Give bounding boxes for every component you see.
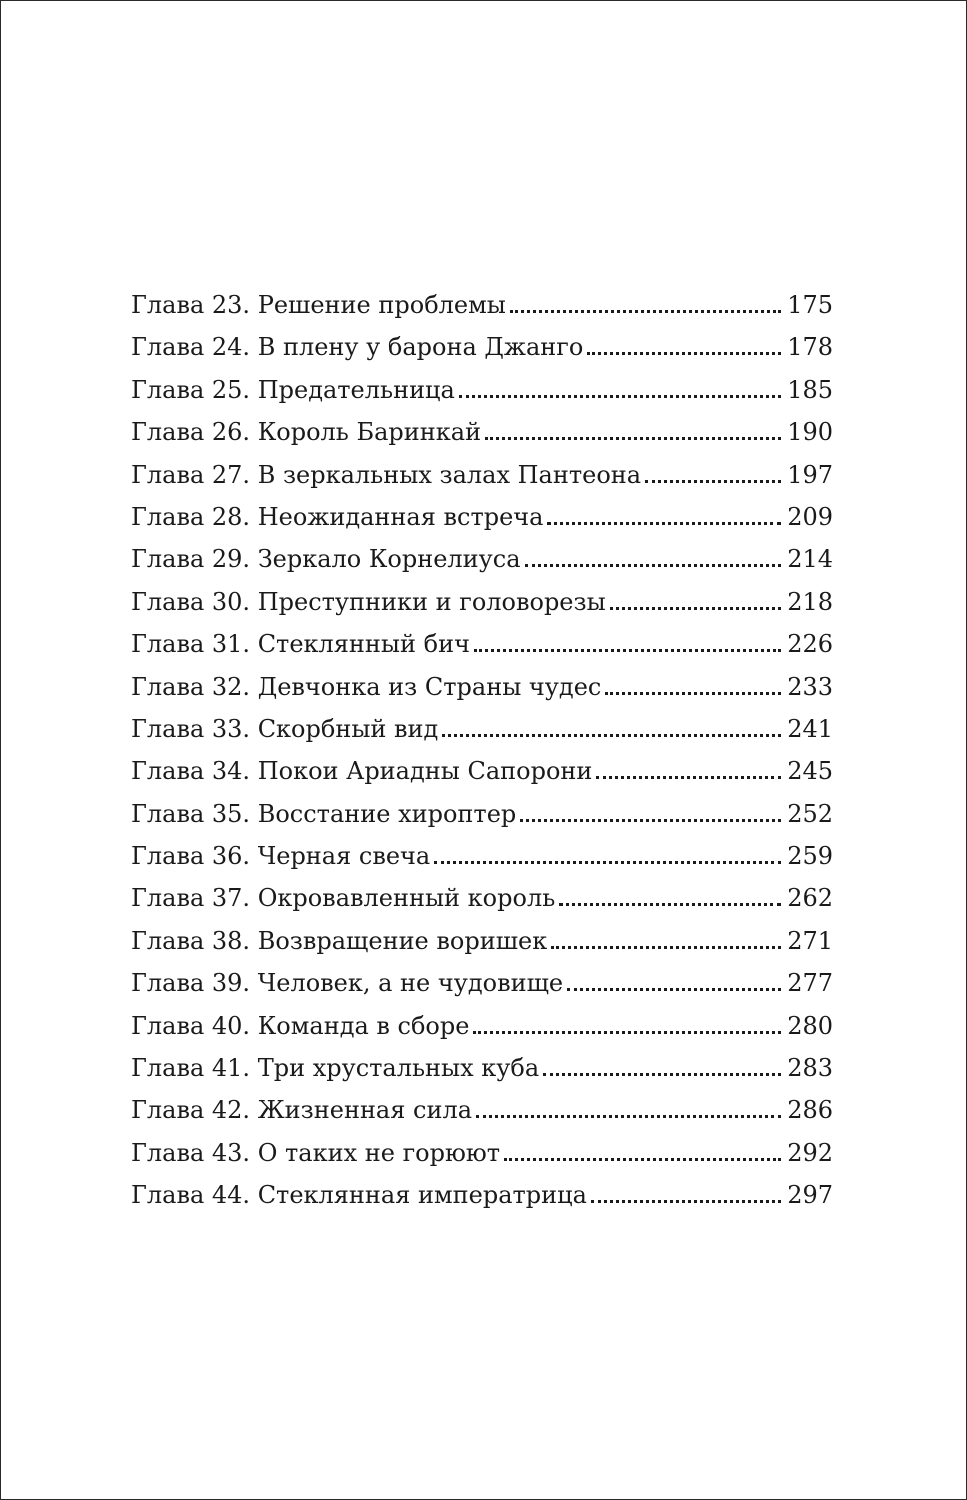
toc-entry — [131, 1132, 833, 1174]
toc-entry — [131, 1047, 833, 1089]
toc-leader-dots — [567, 988, 781, 991]
toc-entry-title: Глава 41. Три хрустальных куба — [131, 1054, 540, 1083]
toc-entry-title: Глава 43. О таких не горюют — [131, 1138, 501, 1167]
toc-entry — [131, 496, 833, 538]
toc-entry-page: 214 — [787, 545, 833, 574]
toc-leader-dots — [605, 692, 781, 695]
toc-leader-dots — [525, 564, 782, 567]
toc-entry-title: Глава 36. Черная свеча — [131, 842, 431, 871]
toc-entry-page: 233 — [787, 672, 833, 701]
toc-entry-page: 271 — [787, 926, 833, 955]
toc-entry-page: 292 — [787, 1138, 833, 1167]
toc-entry-page: 286 — [787, 1096, 833, 1125]
toc-entry-page: 262 — [787, 884, 833, 913]
toc-entry — [131, 411, 833, 453]
toc-leader-dots — [559, 903, 781, 906]
toc-entry-title: Глава 26. Король Баринкай — [131, 418, 482, 447]
toc-entry — [131, 920, 833, 962]
toc-entry — [131, 835, 833, 877]
toc-entry-page: 178 — [787, 333, 833, 362]
toc-entry-title: Глава 31. Стеклянный бич — [131, 630, 470, 659]
toc-entry — [131, 538, 833, 580]
toc-entry — [131, 750, 833, 792]
toc-entry-page: 245 — [787, 757, 833, 786]
toc-leader-dots — [520, 819, 781, 822]
toc-entry — [131, 581, 833, 623]
toc-entry-page: 190 — [787, 418, 833, 447]
toc-entry — [131, 708, 833, 750]
toc-entry-title: Глава 32. Девчонка из Страны чудес — [131, 672, 602, 701]
toc-leader-dots — [476, 1115, 781, 1118]
toc-entry-page: 277 — [787, 969, 833, 998]
toc-entry-page: 185 — [787, 375, 833, 404]
toc-entry-page: 297 — [787, 1181, 833, 1210]
toc-leader-dots — [504, 1158, 781, 1161]
toc-leader-dots — [645, 480, 781, 483]
toc-leader-dots — [434, 861, 781, 864]
toc-entry-page: 283 — [787, 1054, 833, 1083]
toc-entry-title: Глава 29. Зеркало Корнелиуса — [131, 545, 521, 574]
toc-leader-dots — [587, 352, 781, 355]
toc-entry — [131, 326, 833, 368]
toc-entry — [131, 1174, 833, 1216]
toc-entry-title: Глава 37. Окровавленный король — [131, 884, 556, 913]
toc-entry-page: 280 — [787, 1011, 833, 1040]
toc-entry-title: Глава 42. Жизненная сила — [131, 1096, 473, 1125]
toc-entry-title: Глава 34. Покои Ариадны Сапорони — [131, 757, 593, 786]
toc-entry-page: 226 — [787, 630, 833, 659]
toc-entry-page: 259 — [787, 842, 833, 871]
toc-entry — [131, 666, 833, 708]
toc-entry-title: Глава 24. В плену у барона Джанго — [131, 333, 584, 362]
toc-entry-page: 252 — [787, 799, 833, 828]
toc-entry — [131, 793, 833, 835]
toc-entry — [131, 962, 833, 1004]
toc-leader-dots — [543, 1073, 781, 1076]
toc-leader-dots — [510, 310, 781, 313]
toc-leader-dots — [551, 946, 781, 949]
toc-entry — [131, 454, 833, 496]
toc-entry-title: Глава 35. Восстание хироптер — [131, 799, 517, 828]
toc-leader-dots — [474, 649, 781, 652]
toc-entry — [131, 369, 833, 411]
toc-entry-title: Глава 38. Возвращение воришек — [131, 926, 548, 955]
toc-leader-dots — [591, 1200, 781, 1203]
toc-entry-title: Глава 27. В зеркальных залах Пантеона — [131, 460, 642, 489]
toc-entry-title: Глава 25. Предательница — [131, 375, 455, 404]
toc-leader-dots — [547, 522, 781, 525]
toc-entry-title: Глава 28. Неожиданная встреча — [131, 502, 544, 531]
toc-entry — [131, 1089, 833, 1131]
toc-entry-page: 197 — [787, 460, 833, 489]
toc-entry — [131, 623, 833, 665]
toc-leader-dots — [596, 776, 781, 779]
toc-leader-dots — [485, 437, 781, 440]
toc-entry-page: 175 — [787, 291, 833, 319]
toc-leader-dots — [442, 734, 781, 737]
table-of-contents — [131, 284, 833, 1217]
toc-entry-page: 209 — [787, 502, 833, 531]
toc-entry — [131, 1005, 833, 1047]
toc-leader-dots — [459, 395, 781, 398]
toc-entry-title: Глава 30. Преступники и головорезы — [131, 587, 606, 616]
toc-leader-dots — [473, 1031, 781, 1034]
toc-entry-title: Глава 23. Решение проблемы — [131, 291, 506, 319]
toc-entry — [131, 284, 833, 326]
toc-entry — [131, 877, 833, 919]
toc-entry-page: 241 — [787, 714, 833, 743]
toc-entry-title: Глава 40. Команда в сборе — [131, 1011, 470, 1040]
toc-leader-dots — [610, 607, 781, 610]
toc-entry-title: Глава 44. Стеклянная императрица — [131, 1181, 587, 1210]
toc-entry-title: Глава 33. Скорбный вид — [131, 714, 439, 743]
toc-entry-title: Глава 39. Человек, а не чудовище — [131, 969, 564, 998]
toc-entry-page: 218 — [787, 587, 833, 616]
